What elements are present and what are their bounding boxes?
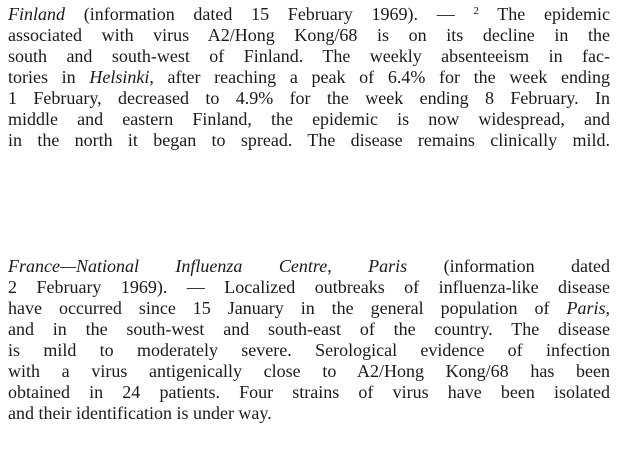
france-report-paragraph	[8, 256, 610, 424]
text-span: have occurred since 15 January in the general population of	[8, 298, 567, 318]
text-span: (information dated 15 February 1969). —	[65, 4, 474, 24]
text-span: ,	[605, 298, 610, 318]
country-name: Finland	[8, 4, 65, 24]
city-name: Helsinki	[89, 67, 150, 87]
text-line: and in the south-west and south-east of the country. The disease	[8, 319, 610, 339]
text-line: in the north it began to spread. The disease remains clinically mild.	[8, 130, 610, 150]
text-line	[8, 67, 610, 88]
footnote-marker: 2	[473, 5, 479, 17]
city-name: Paris	[566, 298, 606, 318]
source-name: France—National Influenza Centre	[8, 256, 328, 276]
text-line	[8, 4, 610, 25]
text-span: , after reaching a peak of 6.4% for the week ending	[149, 67, 610, 87]
city-name: Paris	[368, 256, 408, 276]
text-line: and their identification is under way.	[8, 403, 272, 423]
text-span: ,	[327, 256, 369, 276]
text-line: is mild to moderately severe. Serological evidence of infection	[8, 340, 610, 360]
text-line	[8, 256, 610, 277]
text-line: 2 February 1969). — Localized outbreaks of influenza-like disease	[8, 277, 610, 297]
text-line: obtained in 24 patients. Four strains of virus have been isolated	[8, 382, 610, 402]
finland-report-paragraph	[8, 4, 610, 151]
text-span: tories in	[8, 67, 90, 87]
text-span: The epidemic	[478, 4, 610, 24]
text-line: 1 February, decreased to 4.9% for the week ending 8 February. In	[8, 88, 610, 108]
text-line: middle and eastern Finland, the epidemic is now widespread, and	[8, 109, 610, 129]
text-line	[8, 298, 610, 319]
text-span: (information dated	[407, 256, 610, 276]
text-line: associated with virus A2/Hong Kong/68 is on its decline in the	[8, 25, 610, 45]
text-line: south and south-west of Finland. The weekly absenteeism in fac-	[8, 46, 610, 66]
text-line: with a virus antigenically close to A2/Hong Kong/68 has been	[8, 361, 610, 381]
